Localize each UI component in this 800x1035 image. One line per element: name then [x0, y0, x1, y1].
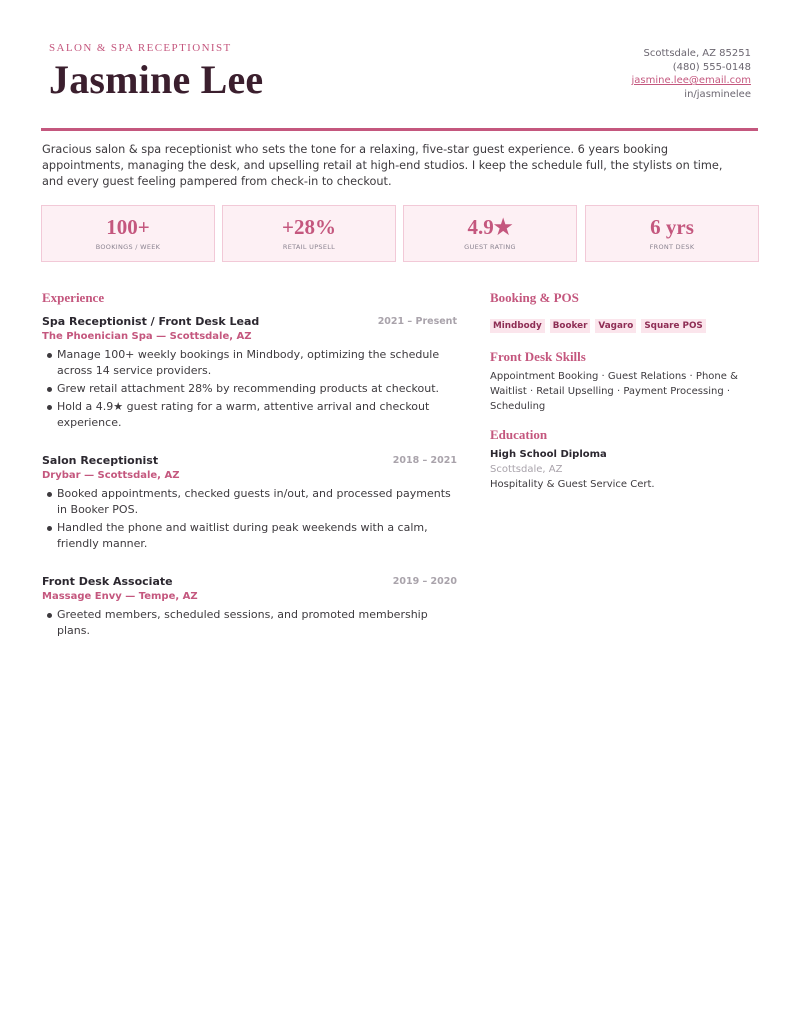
job-title: Spa Receptionist / Front Desk Lead — [42, 315, 260, 328]
bullet-dot-icon — [47, 387, 52, 392]
experience-section — [42, 290, 457, 641]
job-company: Massage Envy — Tempe, AZ — [42, 591, 198, 602]
tool-tag: Mindbody — [490, 319, 545, 333]
education-degree: High School Diploma — [490, 449, 607, 461]
tool-tag: Booker — [550, 319, 591, 333]
tool-tag: Square POS — [641, 319, 705, 333]
job-title: Salon Receptionist — [42, 454, 159, 467]
contact-linkedin: in/jasminelee — [684, 88, 751, 100]
bullet-dot-icon — [47, 492, 52, 497]
job-title-eyebrow: SALON & SPA RECEPTIONIST — [49, 42, 232, 54]
bullet-item — [42, 486, 457, 518]
stat-card-rating — [403, 205, 577, 262]
bullet-item — [42, 399, 457, 431]
contact-email-link[interactable]: jasmine.lee@email.com — [631, 75, 751, 87]
job-entry — [42, 574, 457, 639]
stat-card-bookings — [41, 205, 215, 262]
job-bullets — [42, 607, 457, 639]
job-title: Front Desk Associate — [42, 575, 173, 588]
job-dates: 2019 – 2020 — [392, 576, 457, 587]
bullet-text: Greeted members, scheduled sessions, and promoted membership plans. — [57, 608, 428, 637]
job-entry — [42, 314, 457, 431]
header-divider — [41, 128, 758, 131]
stat-label: GUEST RATING — [464, 243, 516, 251]
bullet-text: Hold a 4.9★ guest rating for a warm, attentive arrival and checkout experience. — [57, 400, 430, 429]
sidebar-column — [490, 290, 760, 493]
bullet-text: Booked appointments, checked guests in/out, and processed payments in Booker POS. — [57, 487, 451, 516]
stat-card-retail — [222, 205, 396, 262]
bullet-text: Handled the phone and waitlist during peak weekends with a calm, friendly manner. — [57, 521, 428, 550]
stat-label: RETAIL UPSELL — [282, 243, 336, 251]
job-entry — [42, 453, 457, 552]
bullet-item — [42, 381, 457, 397]
tool-tag: Vagaro — [595, 319, 636, 333]
bullet-dot-icon — [47, 526, 52, 531]
bullet-text: Manage 100+ weekly bookings in Mindbody, optimizing the schedule across 14 service providers. — [57, 348, 440, 377]
bullet-dot-icon — [47, 613, 52, 618]
stats-row — [41, 205, 759, 262]
stat-card-front-desk — [585, 205, 759, 262]
job-dates: 2018 – 2021 — [392, 455, 457, 466]
experience-heading: Experience — [42, 290, 105, 305]
job-company: Drybar — Scottsdale, AZ — [42, 470, 180, 481]
bullet-item — [42, 520, 457, 552]
education-location: Scottsdale, AZ — [490, 464, 563, 476]
stat-value: 4.9★ — [467, 215, 513, 239]
booking-tags — [490, 319, 760, 333]
job-bullets — [42, 347, 457, 431]
bullet-item — [42, 607, 457, 639]
job-dates: 2021 – Present — [377, 316, 457, 327]
bullet-dot-icon — [47, 405, 52, 410]
bullet-dot-icon — [47, 353, 52, 358]
stat-label: FRONT DESK — [649, 243, 695, 251]
skills-list: Appointment Booking · Guest Relations · Phone & Waitlist · Retail Upselling · Payment Processing · Scheduling — [490, 371, 738, 412]
summary-paragraph: Gracious salon & spa receptionist who sets the tone for a relaxing, five-star guest experience. 6 years booking appointments, managing the desk, and upselling retail at high-end studios. I keep the schedule full, the stylists on time, and every guest feeling pampered from check-in to checkout. — [42, 143, 723, 189]
stat-value: +28% — [282, 215, 336, 239]
job-bullets — [42, 486, 457, 552]
education-heading: Education — [490, 427, 548, 443]
stat-value: 100+ — [106, 215, 150, 239]
candidate-name: Jasmine Lee — [49, 57, 264, 102]
front-desk-skills-heading: Front Desk Skills — [490, 349, 586, 364]
contact-location: Scottsdale, AZ 85251 — [643, 48, 751, 59]
education-cert: Hospitality & Guest Service Cert. — [490, 479, 655, 491]
stat-label: BOOKINGS / WEEK — [95, 243, 161, 251]
bullet-text: Grew retail attachment 28% by recommending products at checkout. — [57, 382, 439, 395]
bullet-item — [42, 347, 457, 379]
contact-phone: (480) 555-0148 — [672, 61, 751, 73]
booking-pos-heading: Booking & POS — [490, 290, 579, 305]
stat-value: 6 yrs — [650, 215, 694, 239]
job-company: The Phoenician Spa — Scottsdale, AZ — [42, 331, 252, 342]
contact-block — [631, 47, 751, 101]
